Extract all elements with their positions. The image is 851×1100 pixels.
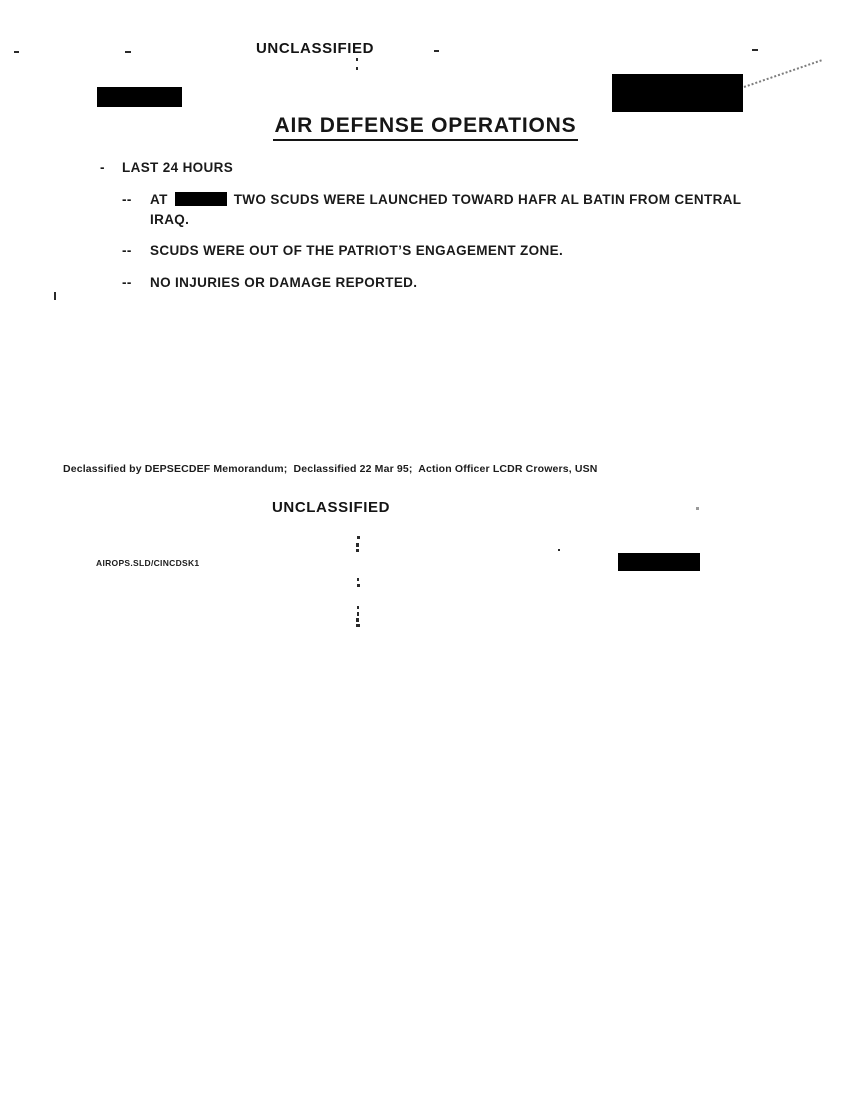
redaction-bar-bottom-right bbox=[618, 553, 700, 571]
bullet-label: LAST 24 HOURS bbox=[122, 160, 234, 175]
slide-reference: AIROPS.SLD/CINCDSK1 bbox=[96, 558, 200, 568]
redaction-bar-top-right bbox=[612, 74, 743, 112]
sub-bullet-post-text: TWO SCUDS WERE LAUNCHED TOWARD HAFR AL BATIN FROM CENTRAL bbox=[233, 192, 742, 207]
scan-speck bbox=[356, 543, 359, 547]
scan-speck bbox=[356, 549, 359, 552]
scan-speck bbox=[357, 612, 359, 616]
scan-speck bbox=[54, 292, 56, 300]
sub-bullet-marker: -- bbox=[122, 192, 132, 207]
scan-speck bbox=[14, 51, 19, 53]
sub-bullet-text: NO INJURIES OR DAMAGE REPORTED. bbox=[150, 275, 418, 290]
scan-speck bbox=[357, 536, 360, 539]
bullet-marker: - bbox=[100, 160, 105, 175]
scan-speck bbox=[356, 58, 358, 61]
scan-speck bbox=[357, 578, 359, 581]
classification-header: UNCLASSIFIED bbox=[256, 40, 375, 57]
redaction-bar-top-left bbox=[97, 87, 182, 107]
scan-speck bbox=[558, 549, 560, 551]
scan-speck bbox=[357, 584, 360, 587]
sub-bullet-marker: -- bbox=[122, 275, 132, 290]
title-row bbox=[0, 114, 851, 141]
scan-speck bbox=[356, 67, 358, 70]
scan-speck bbox=[356, 618, 359, 622]
redaction-bar-inline bbox=[175, 192, 227, 206]
sub-bullet-pre-text: AT bbox=[150, 192, 168, 207]
scan-speck bbox=[434, 50, 439, 52]
scan-speck bbox=[356, 624, 360, 627]
scan-speck bbox=[125, 51, 131, 53]
scan-scribble bbox=[744, 59, 822, 88]
sub-bullet-marker: -- bbox=[122, 243, 132, 258]
page-title: AIR DEFENSE OPERATIONS bbox=[273, 114, 579, 141]
classification-footer: UNCLASSIFIED bbox=[272, 499, 391, 516]
declassification-note: Declassified by DEPSECDEF Memorandum; Declassified 22 Mar 95; Action Officer LCDR Crowers, USN bbox=[63, 463, 598, 475]
sub-bullet-text bbox=[150, 190, 765, 230]
scan-speck bbox=[696, 507, 699, 510]
sub-bullet-text: SCUDS WERE OUT OF THE PATRIOT’S ENGAGEMENT ZONE. bbox=[150, 243, 564, 258]
scan-speck bbox=[357, 606, 359, 609]
scan-speck bbox=[752, 49, 758, 51]
sub-bullet-line2: IRAQ. bbox=[150, 212, 190, 227]
